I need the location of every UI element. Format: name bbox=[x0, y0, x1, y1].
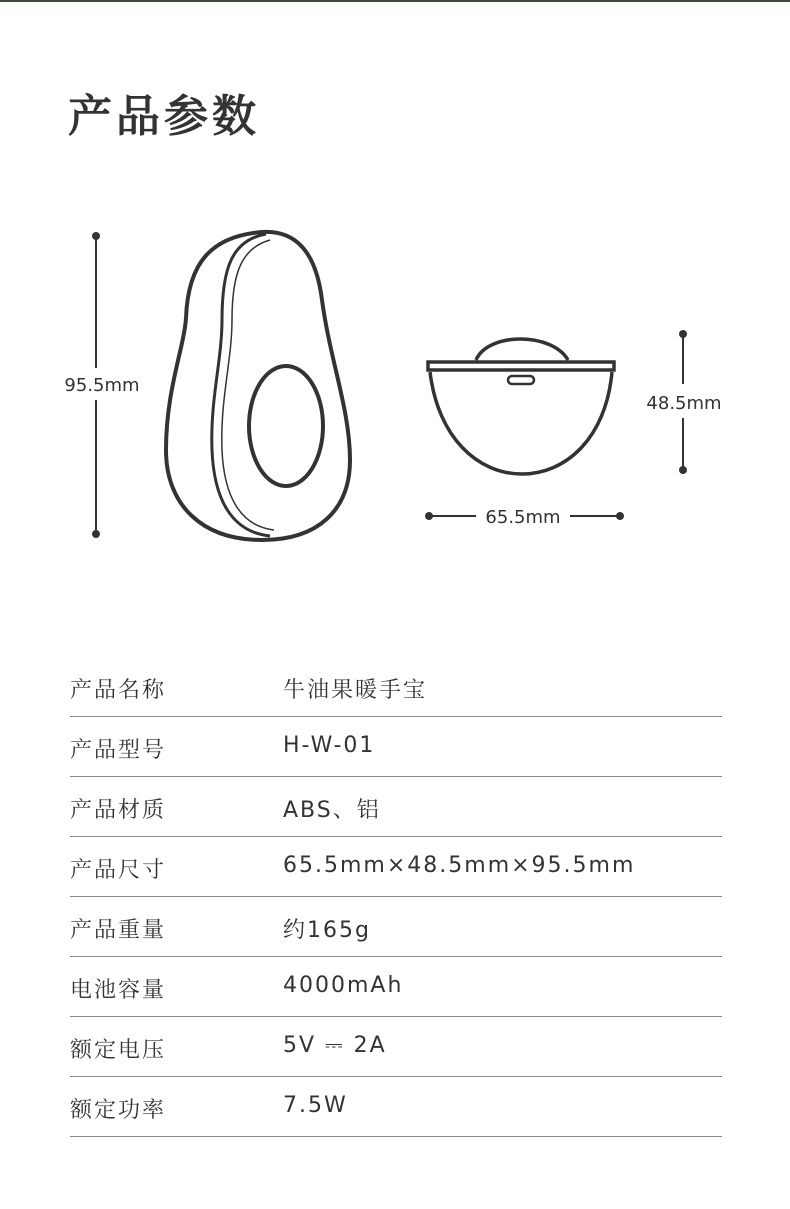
spec-table bbox=[70, 657, 722, 1137]
depth-label: 48.5mm bbox=[646, 393, 722, 414]
width-label: 65.5mm bbox=[485, 507, 561, 528]
spec-value: 65.5mm×48.5mm×95.5mm bbox=[283, 853, 636, 878]
page-title: 产品参数 bbox=[68, 91, 260, 142]
avocado-bottom-view bbox=[428, 339, 614, 474]
spec-label: 产品材质 bbox=[70, 798, 167, 823]
spec-label: 产品名称 bbox=[70, 678, 167, 703]
spec-label: 电池容量 bbox=[70, 978, 167, 1003]
spec-value: H-W-01 bbox=[283, 733, 376, 758]
spec-label: 产品尺寸 bbox=[70, 858, 167, 883]
spec-value: 约165g bbox=[283, 918, 371, 943]
spec-label: 产品重量 bbox=[70, 918, 167, 943]
spec-row-size bbox=[70, 837, 722, 897]
spec-value: 4000mAh bbox=[283, 973, 404, 998]
spec-label: 额定功率 bbox=[70, 1098, 167, 1123]
spec-row-model bbox=[70, 717, 722, 777]
width-dimension bbox=[425, 507, 624, 528]
spec-row-voltage bbox=[70, 1017, 722, 1077]
spec-value: 牛油果暖手宝 bbox=[283, 678, 428, 703]
spec-row-battery bbox=[70, 957, 722, 1017]
spec-row-name bbox=[70, 657, 722, 717]
spec-label: 产品型号 bbox=[70, 738, 167, 763]
usb-c-port-icon bbox=[508, 376, 534, 384]
spec-value: ABS、铝 bbox=[283, 798, 381, 823]
spec-row-material bbox=[70, 777, 722, 837]
depth-dimension bbox=[646, 330, 721, 474]
height-label: 95.5mm bbox=[64, 375, 140, 396]
spec-label: 额定电压 bbox=[70, 1038, 167, 1063]
spec-value: 5V ⎓ 2A bbox=[283, 1033, 387, 1058]
avocado-side-view bbox=[166, 232, 350, 540]
product-diagram bbox=[0, 0, 790, 600]
spec-row-weight bbox=[70, 897, 722, 957]
spec-row-power bbox=[70, 1077, 722, 1137]
height-dimension bbox=[64, 232, 139, 538]
spec-value: 7.5W bbox=[283, 1093, 348, 1118]
